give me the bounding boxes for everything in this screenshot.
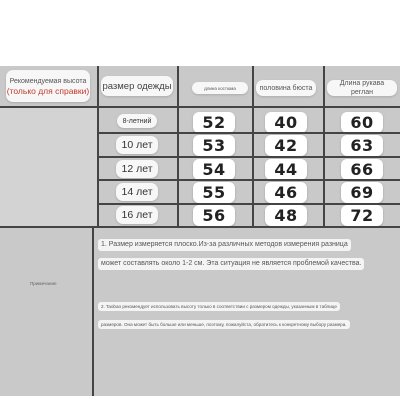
header-clothing-size [101,76,173,96]
bust-value: 42 [274,136,298,155]
size-label: 16 лет [121,209,153,221]
bust-value-cell [265,135,307,156]
note-1-line-1: 1. Размер измеряется плоско.Из-за различных методов измерения разница [98,239,351,251]
sleeve-value-cell [341,205,383,226]
sleeve-value: 63 [350,136,374,155]
size-cell [116,136,158,154]
header-clothing-size-label: размер одежды [102,80,172,92]
length-value-cell [193,182,235,203]
sleeve-value: 69 [350,183,374,202]
size-chart-table [0,66,400,396]
column-divider [177,66,179,227]
bust-value: 48 [274,206,298,225]
height-column [0,108,97,226]
row-divider [0,226,400,228]
header-half-bust [256,80,316,96]
column-divider [252,66,254,227]
header-raglan-sleeve [327,80,397,96]
bust-value: 44 [274,160,298,179]
sleeve-value-cell [341,135,383,156]
length-value: 54 [202,160,226,179]
bust-value-cell [265,112,307,133]
size-cell [116,206,158,224]
header-half-bust-label: половина бюста [259,84,313,92]
sleeve-value-cell [341,182,383,203]
length-value-cell [193,135,235,156]
length-value-cell [193,112,235,133]
column-divider [97,66,99,227]
bust-value: 46 [274,183,298,202]
header-garment-length-label: длина костюма [204,85,236,91]
length-value: 56 [202,206,226,225]
size-label: 8-летний [122,117,152,125]
note-2-line-2: размеров. Она может быть больше или меньше, поэтому, пожалуйста, обратитесь к конкретному выбору размера. [98,320,350,329]
notes-label: Примечание [30,281,57,286]
row-divider [0,106,400,108]
sleeve-value-cell [341,112,383,133]
header-height-label: Рекомендуемая высота [9,77,87,85]
row-divider [97,156,400,158]
row-divider [97,203,400,205]
header-height [6,70,90,102]
sleeve-value: 72 [350,206,374,225]
size-label: 12 лет [121,163,153,175]
length-value: 52 [202,113,226,132]
sleeve-value: 66 [350,160,374,179]
size-label: 10 лет [121,139,153,151]
header-height-note: (только для справки) [6,85,90,96]
length-value-cell [193,205,235,226]
length-value: 55 [202,183,226,202]
row-divider [97,179,400,181]
bust-value: 40 [274,113,298,132]
header-raglan-sleeve-label: Длина рукава реглан [339,80,385,96]
header-garment-length [192,82,248,94]
size-cell [117,114,157,128]
note-1-line-2: может составлять около 1-2 см. Эта ситуация не является проблемой качества. [98,258,364,270]
row-divider [97,132,400,134]
size-label: 14 лет [121,186,153,198]
bust-value-cell [265,182,307,203]
sleeve-value: 60 [350,113,374,132]
length-value: 53 [202,136,226,155]
column-divider [92,227,94,396]
column-divider [323,66,325,227]
length-value-cell [193,159,235,180]
size-cell [116,183,158,201]
size-cell [116,160,158,178]
note-2-line-1: 2. Taobao рекомендует использовать высоту только в соответствии с размером одежды, указанным в таблице [98,302,340,311]
bust-value-cell [265,205,307,226]
sleeve-value-cell [341,159,383,180]
bust-value-cell [265,159,307,180]
